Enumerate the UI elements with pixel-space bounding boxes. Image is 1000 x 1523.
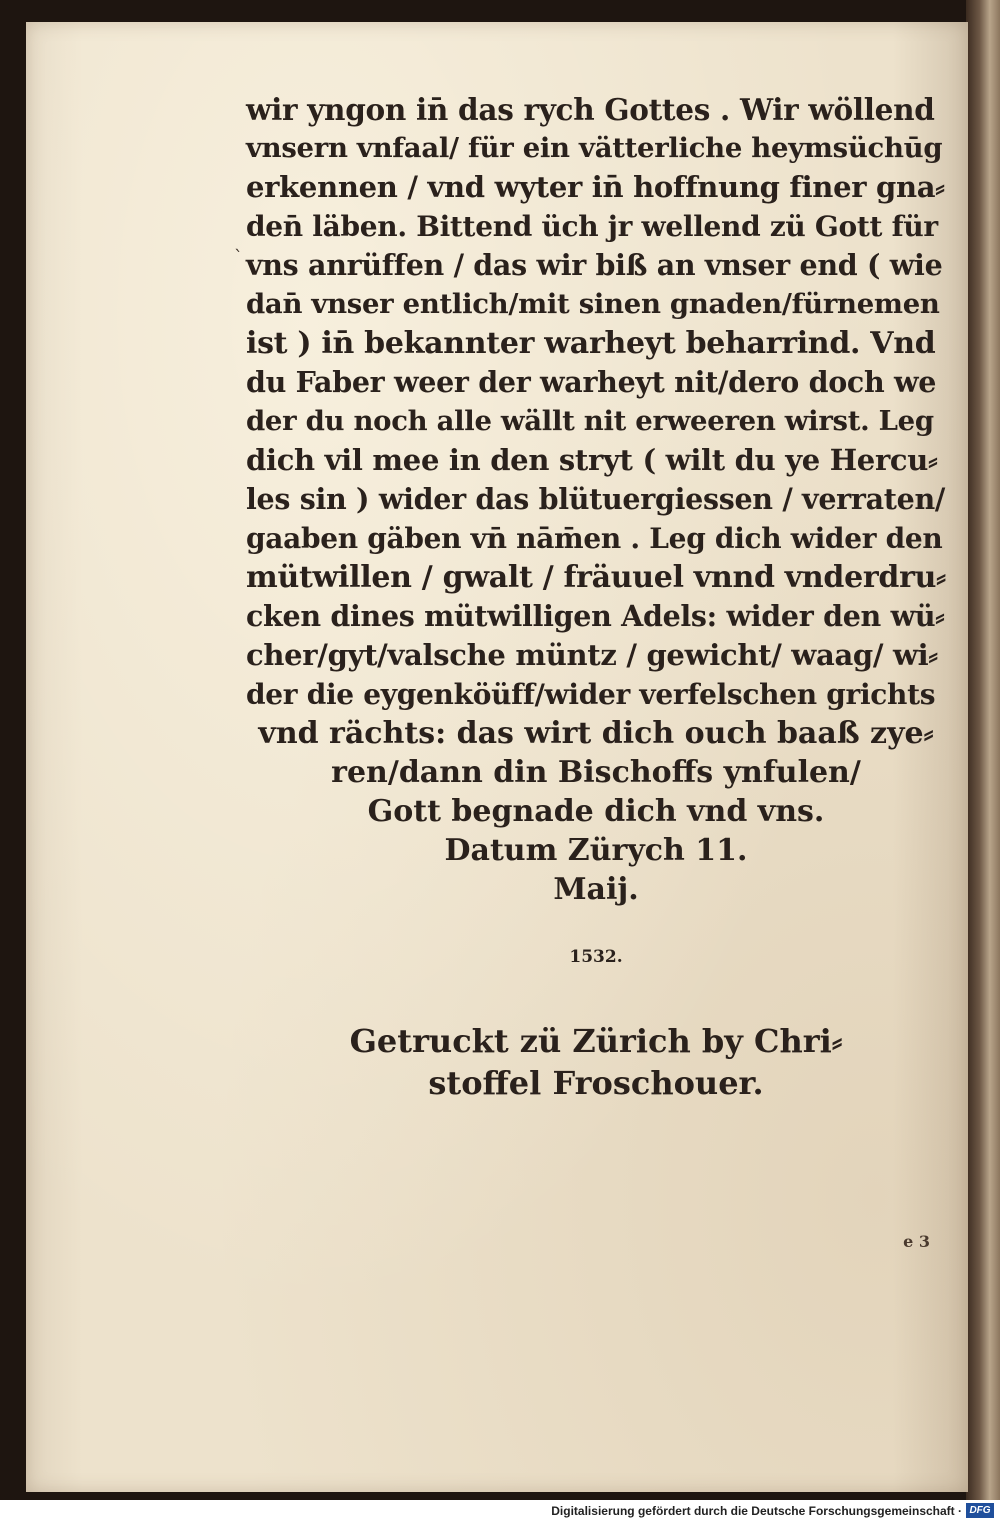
body-text xyxy=(246,90,946,714)
signature-mark: e 3 xyxy=(903,1232,930,1251)
text-line: les sin ) wider das blütuergiessen / verraten/ xyxy=(246,482,945,516)
text-line: Maij. xyxy=(553,872,639,907)
text-line: vnsern vnfaal/ für ein vätterliche heymsüchūg xyxy=(246,132,943,164)
closing-text xyxy=(246,714,946,909)
dfg-logo-icon[interactable]: DFG xyxy=(966,1503,994,1518)
text-line: vns anrüffen / das wir biß an vnser end ( wie xyxy=(246,248,943,282)
text-line: wir yngon in̄ das rych Gottes . Wir wöllend xyxy=(246,92,935,127)
book-page xyxy=(26,22,968,1492)
text-line: gaaben gäben vn̄ nām̄en . Leg dich wider den xyxy=(246,522,943,555)
colophon xyxy=(246,1020,946,1104)
page-edge xyxy=(966,0,1000,1500)
text-line: ren/dann din Bischoffs ynfulen/ xyxy=(331,755,861,790)
text-line: dich vil mee in den stryt ( wilt du ye Hercu⸗ xyxy=(246,443,938,477)
text-line: stoffel Froschouer. xyxy=(428,1064,764,1102)
text-line: mütwillen / gwalt / fräuuel vnnd vnderdru⸗ xyxy=(246,560,946,595)
text-line: der du noch alle wällt nit erweeren wirst. Leg xyxy=(246,405,934,437)
text-line: der die eygenköüff/wider verfelschen grichts xyxy=(246,678,936,711)
text-line: Getruckt zü Zürich by Chri⸗ xyxy=(349,1022,843,1060)
text-line: den̄ läben. Bittend üch jr wellend zü Gott für xyxy=(246,210,938,243)
text-line: du Faber weer der warheyt nit/dero doch we xyxy=(246,365,937,399)
text-line: ist ) in̄ bekannter warheyt beharrind. Vnd xyxy=(246,326,936,361)
imprint-year: 1532. xyxy=(569,947,623,967)
text-line: erkennen / vnd wyter in̄ hoffnung finer gna⸗ xyxy=(246,170,945,204)
funding-notice: Digitalisierung gefördert durch die Deutsche Forschungsgemeinschaft · xyxy=(551,1504,962,1518)
text-line: dan̄ vnser entlich/mit sinen gnaden/fürnemen xyxy=(246,288,940,320)
footer-bar xyxy=(0,1500,1000,1523)
text-line: Gott begnade dich vnd vns. xyxy=(367,794,825,829)
text-line: cken dines mütwilligen Adels: wider den wü⸗ xyxy=(246,599,945,633)
text-line: Datum Zürych 11. xyxy=(444,833,748,868)
margin-mark: ` xyxy=(234,247,243,268)
text-line: vnd rächts: das wirt dich ouch baaß zye⸗ xyxy=(258,716,934,751)
text-line: cher/gyt/valsche müntz / gewicht/ waag/ wi⸗ xyxy=(246,638,938,672)
